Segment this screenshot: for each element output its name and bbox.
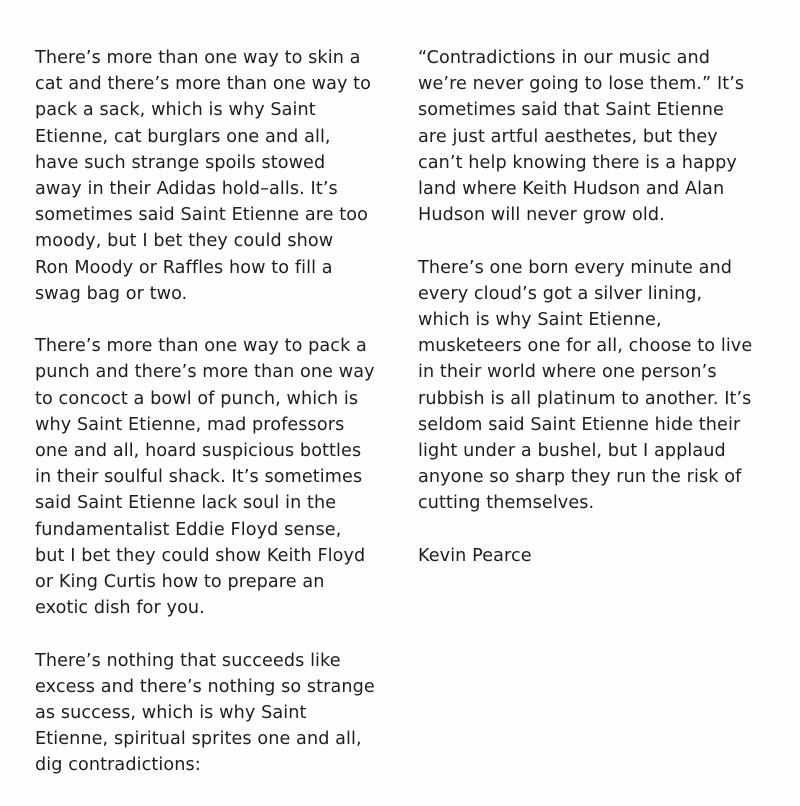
paragraph <box>418 255 780 517</box>
text-line: There’s nothing that succeeds like <box>35 650 341 671</box>
text-line: pack a sack, which is why Saint <box>35 100 316 121</box>
text-line: rubbish is all platinum to another. It’s <box>418 388 752 409</box>
text-line: There’s one born every minute and <box>418 257 733 278</box>
paragraph <box>35 45 397 307</box>
text-line: cutting themselves. <box>418 493 595 514</box>
paragraph <box>418 45 780 228</box>
text-line: light under a bushel, but I applaud <box>418 441 726 462</box>
text-line: punch and there’s more than one way <box>35 362 375 383</box>
text-line: moody, but I bet they could show <box>35 231 334 252</box>
author-name: Kevin Pearce <box>418 545 532 566</box>
text-line: musketeers one for all, choose to live <box>418 336 753 357</box>
text-line: every cloud’s got a silver lining, <box>418 283 703 304</box>
left-column <box>35 45 397 805</box>
text-line: dig contradictions: <box>35 755 201 776</box>
text-line: away in their Adidas hold–alls. It’s <box>35 179 338 200</box>
author-signature <box>418 543 780 569</box>
text-line: land where Keith Hudson and Alan <box>418 179 725 200</box>
text-line: sometimes said that Saint Etienne <box>418 100 724 121</box>
text-line: seldom said Saint Etienne hide their <box>418 414 741 435</box>
text-line: we’re never going to lose them.” It’s <box>418 74 745 95</box>
text-line: one and all, hoard suspicious bottles <box>35 441 362 462</box>
text-line: There’s more than one way to skin a <box>35 48 361 68</box>
text-line: There’s more than one way to pack a <box>35 336 367 357</box>
text-line: cat and there’s more than one way to <box>35 74 372 95</box>
text-line: are just artful aesthetes, but they <box>418 126 718 147</box>
text-line: can’t help knowing there is a happy <box>418 152 737 173</box>
text-line: have such strange spoils stowed <box>35 152 326 173</box>
text-line: Etienne, cat burglars one and all, <box>35 126 331 147</box>
text-line: Etienne, spiritual sprites one and all, <box>35 729 362 750</box>
text-line: Hudson will never grow old. <box>418 205 665 226</box>
text-line: “Contradictions in our music and <box>418 48 711 68</box>
paragraph <box>35 648 397 779</box>
text-line: said Saint Etienne lack soul in the <box>35 493 337 514</box>
text-line: excess and there’s nothing so strange <box>35 676 375 697</box>
text-line: Ron Moody or Raffles how to fill a <box>35 257 333 278</box>
text-line: exotic dish for you. <box>35 598 205 619</box>
text-line: in their soulful shack. It’s sometimes <box>35 467 363 488</box>
text-line: as success, which is why Saint <box>35 703 307 724</box>
text-line: in their world where one person’s <box>418 362 717 383</box>
text-line: sometimes said Saint Etienne are too <box>35 205 368 226</box>
right-column <box>418 45 780 569</box>
text-line: but I bet they could show Keith Floyd <box>35 545 366 566</box>
text-line: or King Curtis how to prepare an <box>35 572 325 593</box>
text-line: anyone so sharp they run the risk of <box>418 467 742 488</box>
text-line: which is why Saint Etienne, <box>418 310 662 331</box>
paragraph <box>35 333 397 621</box>
text-line: to concoct a bowl of punch, which is <box>35 388 359 409</box>
text-line: swag bag or two. <box>35 283 188 304</box>
text-line: why Saint Etienne, mad professors <box>35 414 345 435</box>
text-line: fundamentalist Eddie Floyd sense, <box>35 519 342 540</box>
